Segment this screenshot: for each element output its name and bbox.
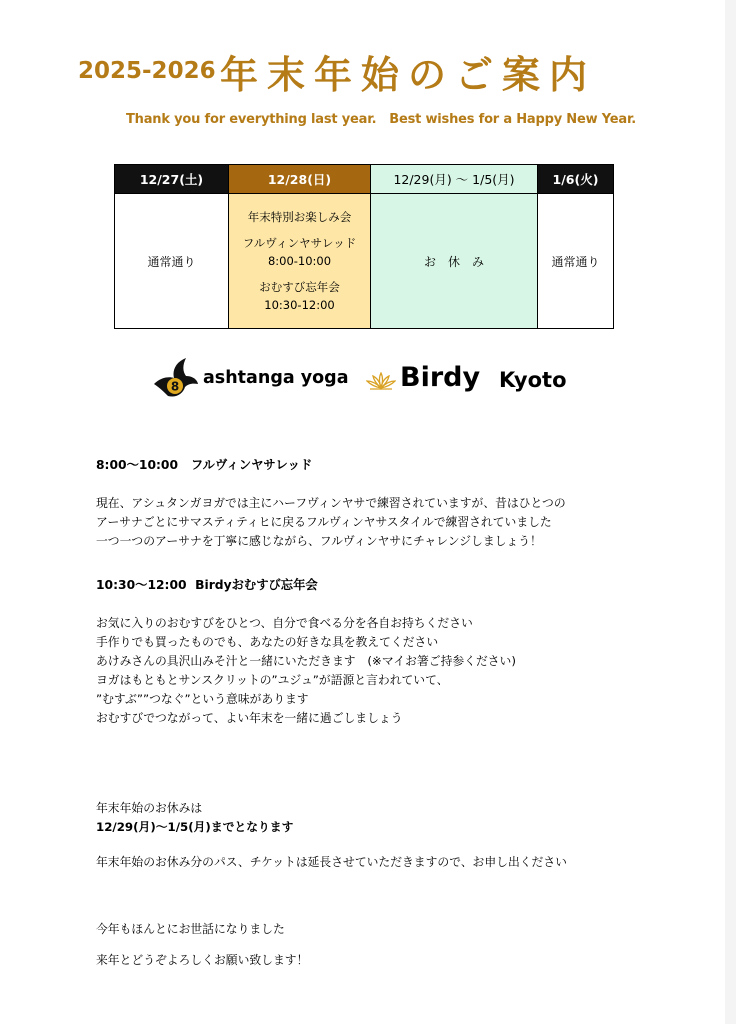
holiday-pass-note: 年末年始のお休み分のパス、チケットは延長させていただきますので、お申し出ください (96, 855, 567, 869)
section2-line: 手作りでも買ったものでも、あなたの好きな具を教えてください (96, 635, 439, 649)
header-dec27: 12/27(土) (115, 165, 229, 194)
subtitle: Thank you for everything last year. Best wishes for a Happy New Year. (126, 112, 637, 127)
section2-line: あけみさんの具沢山みそ汁と一緒にいただきます (※マイお箸ご持参ください) (96, 654, 516, 668)
logo-kyoto-text: Kyoto (499, 368, 567, 392)
section1-line: 現在、アシュタンガヨガでは主にハーフヴィンヤサで練習されていますが、昔はひとつの (96, 496, 566, 510)
event1-time: 8:00-10:00 (267, 254, 332, 268)
page-title: 年末年始のご案内 (220, 53, 597, 97)
section2-line: おむすびでつながって、よい年末を一緒に過ごしましょう (96, 711, 403, 725)
event1-name: フルヴィンヤサレッド (242, 236, 357, 250)
cell-dec29-jan5: お 休 み (371, 194, 538, 329)
bird-logo-icon (152, 356, 200, 400)
closing-line1: 今年もほんとにお世話になりました (96, 922, 285, 936)
page-edge (725, 0, 736, 1024)
section1-title: 8:00～10:00 フルヴィンヤサレッド (96, 458, 313, 472)
section-omusubi-party (96, 576, 516, 728)
holiday-line1: 年末年始のお休みは (96, 801, 203, 815)
closing-message (96, 920, 308, 970)
lotus-icon (366, 372, 396, 390)
section2-line: ヨガはもともとサンスクリットの”ユジュ”が語源と言われていて、 (96, 673, 449, 687)
header-jan6: 1/6(火) (538, 165, 614, 194)
logo-ashtanga-text: ashtanga yoga (203, 368, 349, 388)
holiday-dates: 12/29(月)～1/5(月)までとなります (96, 820, 294, 834)
header-dec28: 12/28(日) (229, 165, 371, 194)
section2-line: お気に入りのおむすびをひとつ、自分で食べる分を各自お持ちください (96, 616, 473, 630)
closing-line2: 来年とどうぞよろしくお願い致します！ (96, 953, 309, 967)
section-full-vinyasa (96, 456, 566, 551)
header-dec29-jan5: 12/29(月) ～ 1/5(月) (371, 165, 538, 194)
logo-badge: 8 (170, 379, 180, 394)
section2-line: ”むすぶ””つなぐ”という意味があります (96, 692, 309, 706)
schedule-body-row (115, 194, 614, 329)
holiday-notice (96, 799, 567, 872)
event2-name: おむすび忘年会 (259, 280, 340, 294)
section1-line: アーサナごとにサマスティティヒに戻るフルヴィンヤサスタイルで練習されていました (96, 515, 552, 529)
section1-line: 一つ一つのアーサナを丁寧に感じながら、フルヴィンヤサにチャレンジしましょう！ (96, 534, 542, 548)
event-title: 年末特別お楽しみ会 (247, 210, 352, 224)
schedule-table (114, 164, 614, 329)
schedule-header-row (115, 165, 614, 194)
cell-jan6: 通常通り (538, 194, 614, 329)
cell-dec27: 通常通り (115, 194, 229, 329)
cell-dec28 (229, 194, 371, 329)
section2-title: 10:30～12:00 Birdyおむすび忘年会 (96, 578, 318, 592)
header (78, 44, 678, 104)
birdy-logo (152, 354, 592, 402)
event2-time: 10:30-12:00 (264, 298, 335, 312)
logo-birdy-text: Birdy (400, 362, 481, 393)
title-year: 2025-2026 (78, 58, 216, 84)
